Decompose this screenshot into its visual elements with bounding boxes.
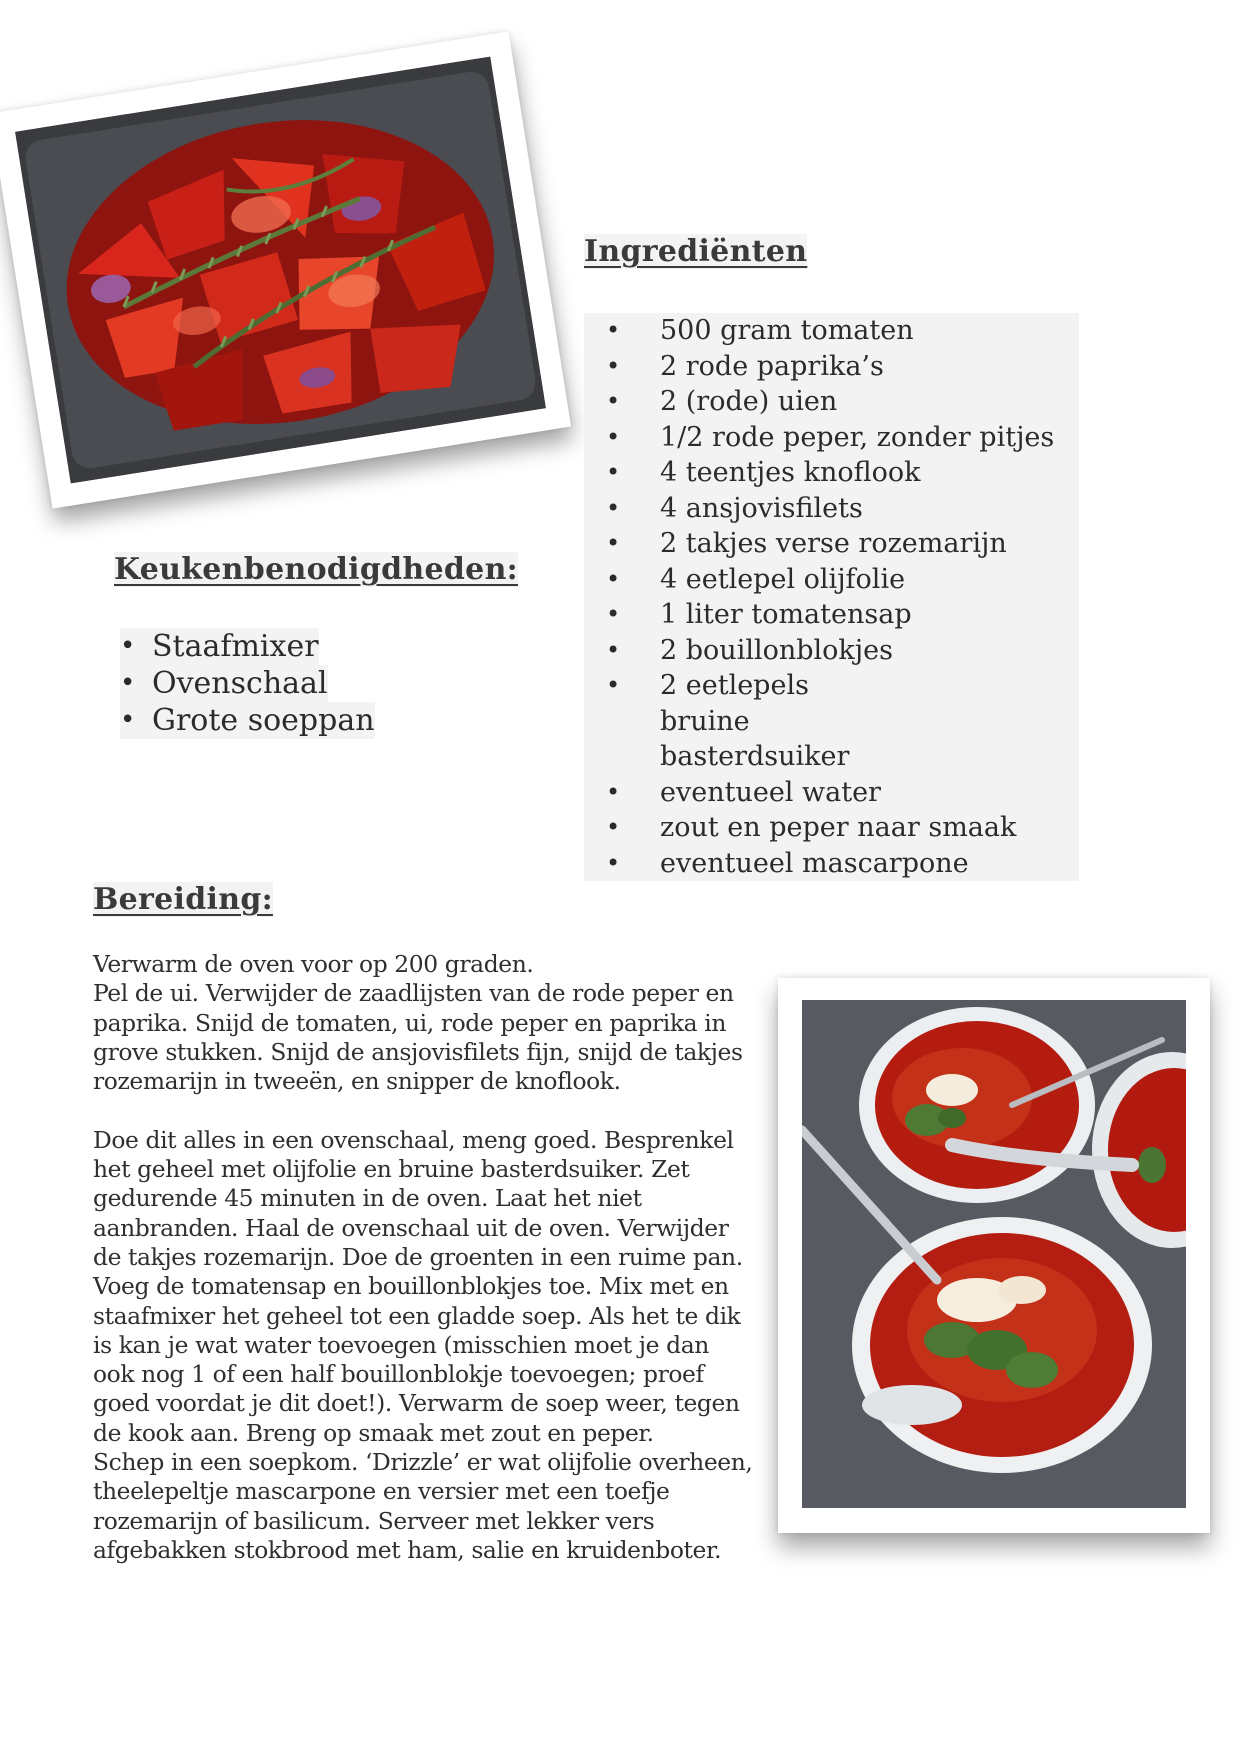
list-item (584, 420, 1079, 456)
bullet-icon: • (606, 422, 621, 451)
utensils-list (120, 628, 375, 739)
ingredient-label: 2 bouillonblokjes (660, 634, 893, 666)
list-item (584, 775, 1079, 811)
bullet-icon: • (606, 529, 621, 557)
list-item (584, 491, 1079, 527)
utensil-label: Grote soeppan (152, 703, 375, 738)
ingredient-label: 2 rode paprika’s (660, 350, 884, 382)
ingredient-label: 2 (rode) uien (660, 386, 838, 417)
list-item (120, 628, 319, 665)
bullet-icon: • (606, 848, 621, 877)
preparation-paragraph: Verwarm de oven voor op 200 graden. (93, 950, 534, 978)
preparation-paragraph: Pel de ui. Verwijder de zaadlijsten van de rode peper en paprika. Snijd de tomaten, ui, rode peper en paprika in grove stukken. Snijd de ansjovisfilets fijn, snijd de takjes rozemarijn in tweeën, en snipper de knoflook. (93, 979, 743, 1096)
list-item (584, 526, 1079, 562)
roasted-vegetables-image (15, 57, 546, 484)
ingredient-label: 4 ansjovisfilets (660, 492, 863, 524)
ingredient-label: 500 gram tomaten (660, 315, 914, 346)
bullet-icon: • (606, 387, 621, 415)
bullet-icon: • (606, 777, 621, 806)
list-item (584, 384, 1079, 420)
ingredient-label: eventueel water (660, 776, 881, 808)
bullet-icon: • (606, 458, 621, 486)
utensil-label: Ovenschaal (152, 666, 328, 701)
list-item (584, 455, 1079, 491)
ingredient-label: eventueel mascarpone (660, 847, 969, 879)
list-item (584, 810, 1079, 846)
list-item (584, 562, 1079, 598)
tomato-soup-image (802, 1000, 1186, 1508)
bullet-icon: • (606, 564, 621, 593)
preparation-heading: Bereiding: (93, 882, 273, 917)
utensil-label: Staafmixer (152, 629, 319, 664)
ingredients-list (584, 313, 1079, 881)
ingredient-label: zout en peper naar smaak (660, 812, 1017, 843)
list-item (584, 597, 1079, 633)
bullet-icon: • (120, 705, 136, 735)
ingredients-heading: Ingrediënten (584, 234, 808, 269)
bullet-icon: • (120, 631, 136, 661)
bullet-icon: • (606, 671, 621, 699)
bullet-icon: • (606, 351, 621, 380)
bullet-icon: • (606, 493, 621, 522)
ingredient-label: 1 liter tomatensap (660, 599, 912, 630)
ingredient-label: 2 takjes verse rozemarijn (660, 528, 1007, 559)
ingredient-label: 1/2 rode peper, zonder pitjes (660, 421, 1055, 453)
tomato-soup-photo (778, 978, 1210, 1533)
preparation-paragraph: Doe dit alles in een ovenschaal, meng goed. Besprenkel het geheel met olijfolie en bruine basterdsuiker. Zet gedurende 45 minuten in de oven. Laat het niet aanbranden. Haal de ovenschaal uit de oven. Verwijder de takjes rozemarijn. Doe de groenten in een ruime pan. Voeg de tomatensap en bouillonblokjes toe. Mix met en staafmixer het geheel tot een gladde soep. Als het te dik is kan je wat water toevoegen (misschien moet je dan ook nog 1 of een half bouillonblokje toevoegen; proef goed voordat je dit doet!). Verwarm de soep weer, tegen de kook aan. Breng op smaak met zout en peper. (93, 1125, 743, 1447)
preparation-text (93, 950, 753, 1565)
ingredient-label: 2 eetlepels bruine basterdsuiker (660, 670, 850, 772)
bullet-icon: • (606, 600, 621, 628)
list-item (584, 313, 1079, 349)
list-item (584, 349, 1079, 385)
bullet-icon: • (120, 668, 136, 698)
preparation-paragraph: Schep in een soepkom. ‘Drizzle’ er wat olijfolie overheen, theelepeltje mascarpone en versier met een toefje rozemarijn of basilicum. Serveer met lekker vers afgebakken stokbrood met ham, salie en kruidenboter. (93, 1448, 753, 1564)
list-item (120, 665, 328, 702)
bullet-icon: • (606, 813, 621, 841)
utensils-heading: Keukenbenodigdheden: (114, 552, 519, 587)
list-item (584, 846, 1079, 882)
roasted-vegetables-photo (0, 31, 571, 508)
list-item (120, 702, 375, 739)
list-item (584, 668, 1079, 775)
list-item (584, 633, 1079, 669)
ingredient-label: 4 eetlepel olijfolie (660, 563, 906, 595)
bullet-icon: • (606, 635, 621, 664)
bullet-icon: • (606, 316, 621, 344)
ingredient-label: 4 teentjes knoflook (660, 457, 921, 488)
